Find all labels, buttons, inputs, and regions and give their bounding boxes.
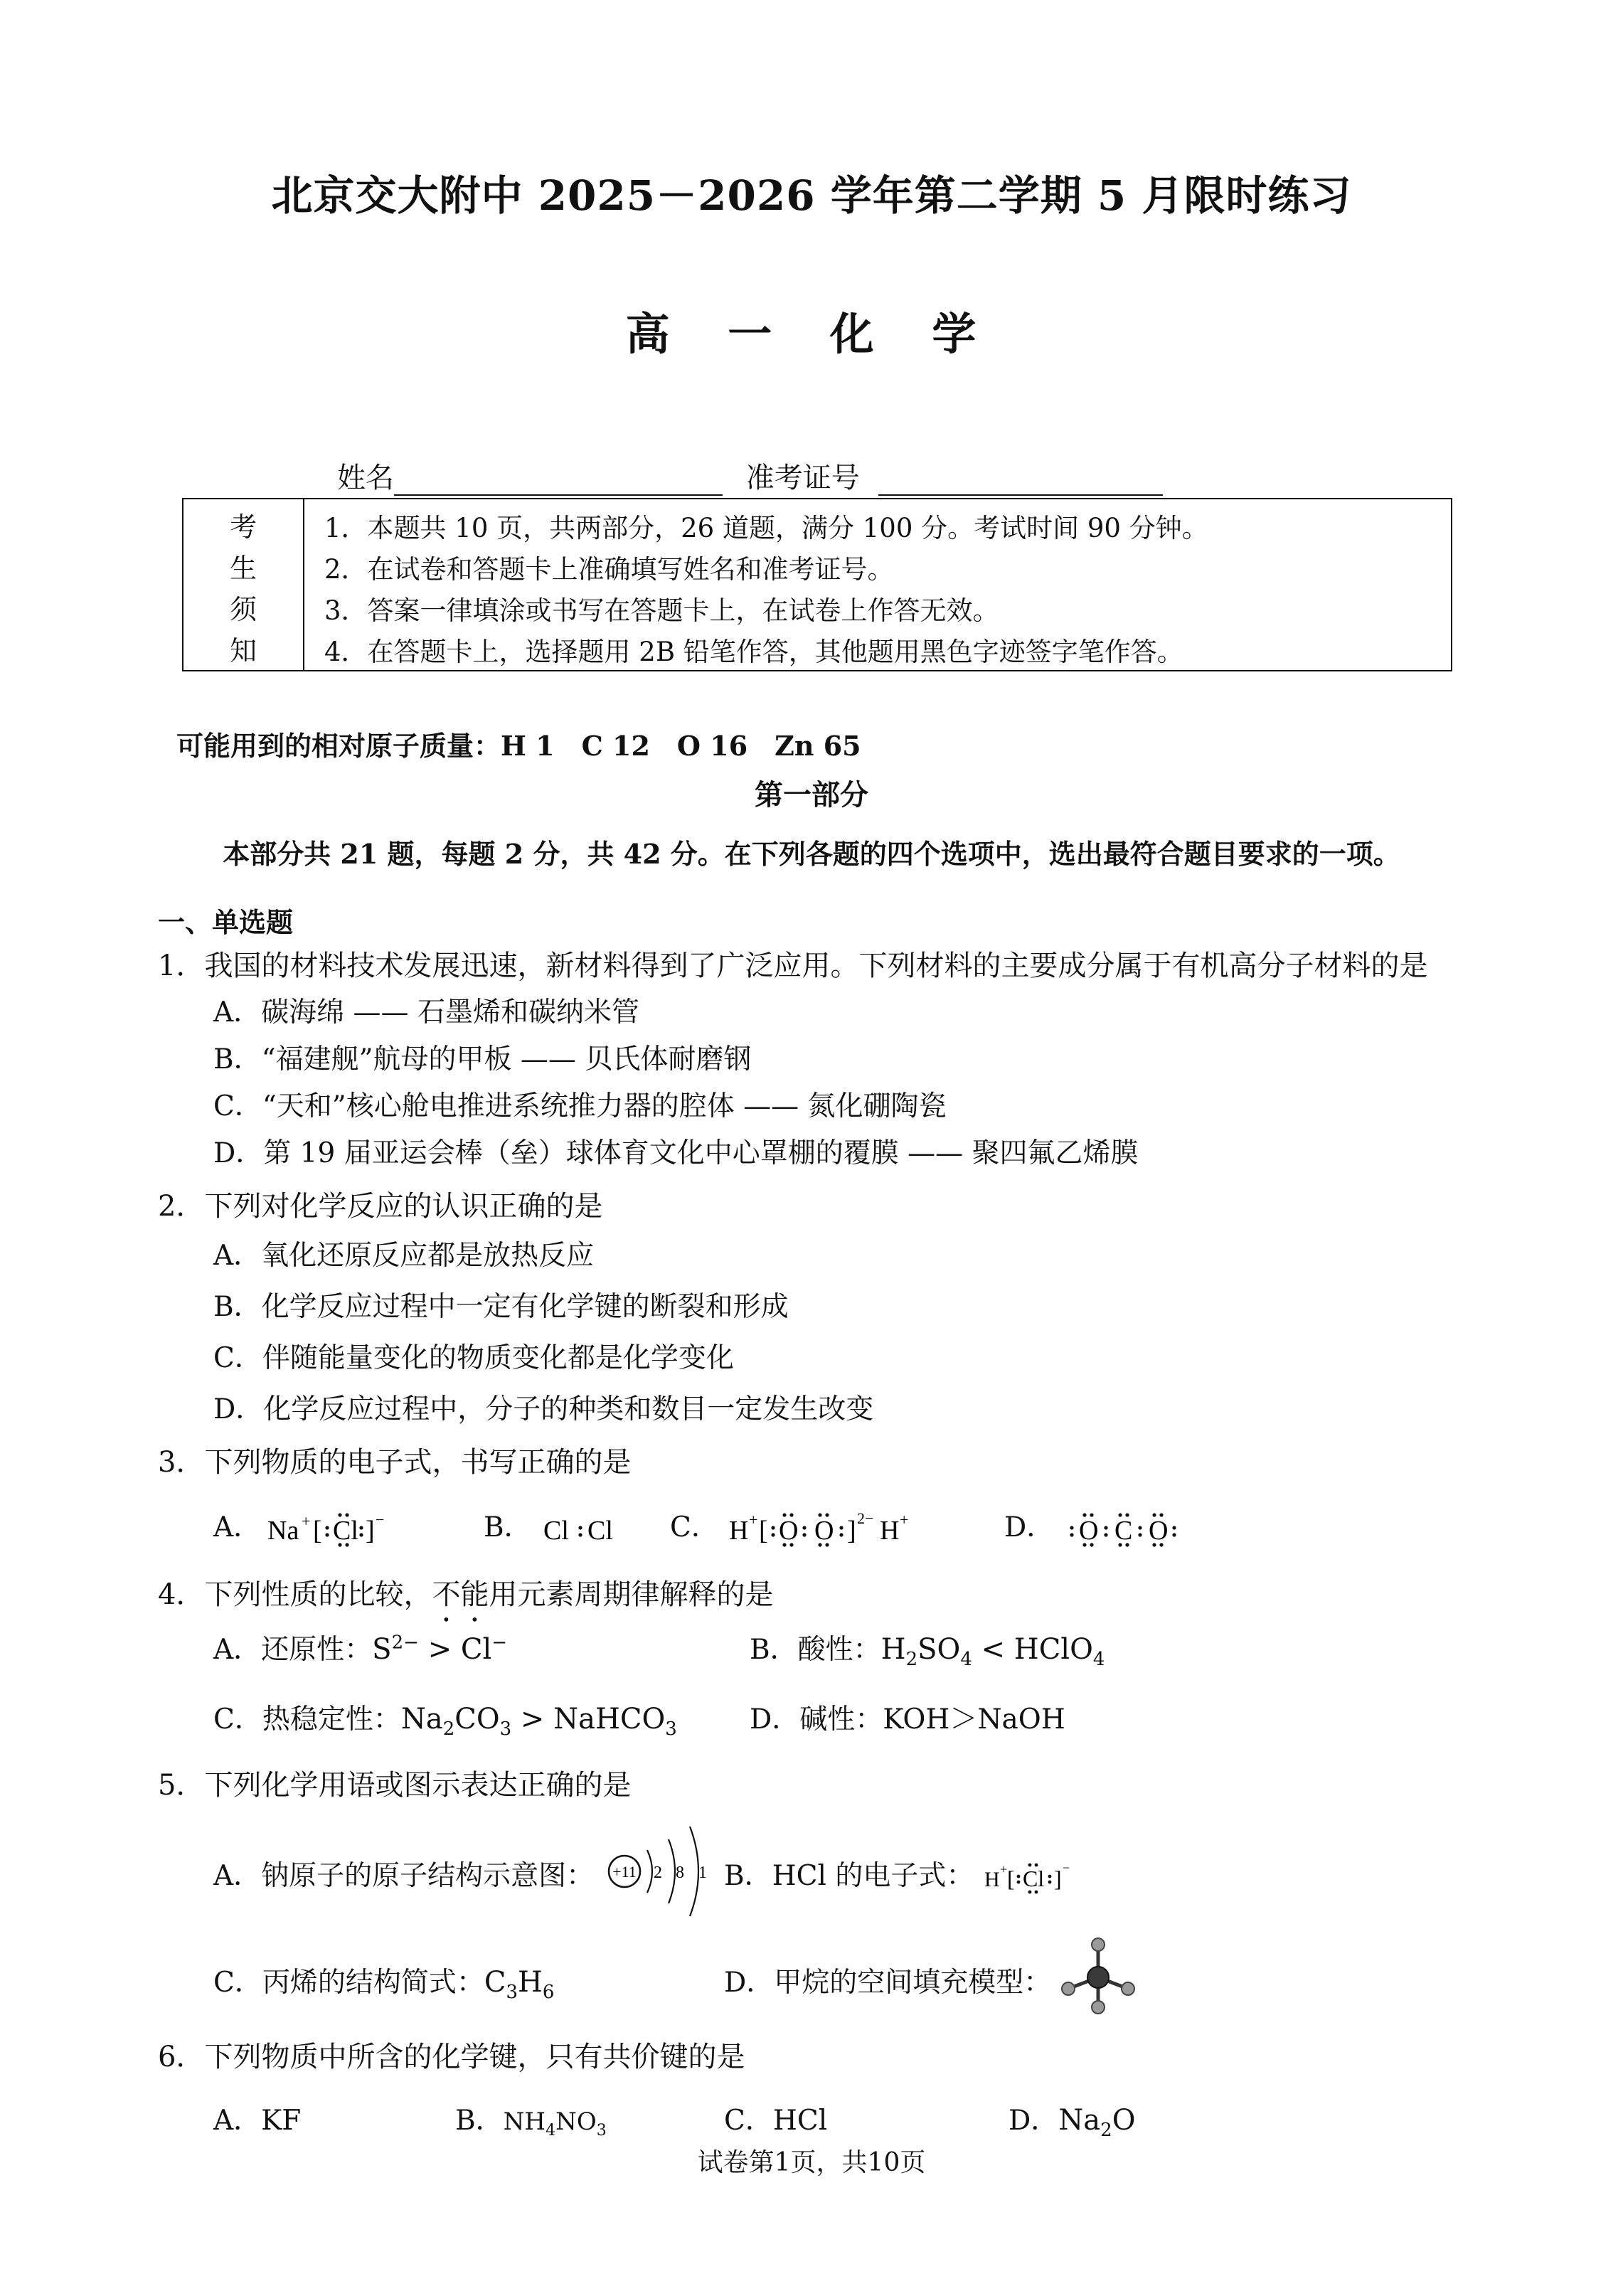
name-id-line [337,455,1163,496]
svg-text:Cl: Cl [332,1516,358,1546]
notice-rule: 2．在试卷和答题卡上准确填写姓名和准考证号。 [324,554,894,585]
svg-text:8: 8 [676,1864,684,1882]
q4-option-a [213,1627,507,1667]
svg-text:+: + [999,1862,1007,1876]
svg-text:+: + [301,1512,310,1530]
section-heading: 一、单选题 [158,906,294,938]
name-label: 姓名 [337,462,394,494]
q4-stem-pre: 4．下列性质的比较， [158,1578,432,1611]
q4-stem-emphasis: 不能 [432,1578,489,1611]
q6-d-formula: $Na_2O$ [1058,2104,1136,2141]
q5-option-c [213,1960,554,2003]
notice-side-char: 须 [229,594,257,625]
q3-option-a [213,1505,415,1551]
q3-d-electron-formula [1063,1508,1234,1551]
svg-text:]: ] [365,1516,375,1546]
id-field[interactable] [878,466,1163,496]
q5-stem: 5．下列化学用语或图示表达正确的是 [158,1769,632,1802]
q1-stem: 1．我国的材料技术发展迅速，新材料得到了广泛应用。下列材料的主要成分属于有机高分子材料的是 [158,950,1428,982]
q5-c-formula: $C_3H_6$ [484,1966,555,2003]
part-heading: 第一部分 [755,778,868,812]
svg-text:[: [ [312,1516,322,1546]
svg-text:H: H [984,1868,1000,1891]
id-label: 准考证号 [745,462,860,494]
q1-option-b: B．“福建舰”航母的甲板 —— 贝氏体耐磨钢 [213,1043,752,1075]
svg-text:+11: +11 [612,1863,637,1881]
q2-option-c: C．伴随能量变化的物质变化都是化学变化 [213,1342,734,1374]
q5-a-sodium-atom-diagram [603,1811,724,1932]
svg-text:O: O [1148,1516,1169,1546]
q4-option-b [750,1627,1105,1670]
q6-option-d-label: D． [1009,2105,1059,2137]
q1-option-d: D．第 19 届亚运会棒（垒）球体育文化中心罩棚的覆膜 —— 聚四氟乙烯膜 [213,1137,1139,1169]
svg-text:H: H [880,1516,900,1546]
q5-option-b [724,1854,1090,1898]
svg-text:2−: 2− [857,1509,874,1527]
page-footer: 试卷第1页，共10页 [697,2148,926,2177]
svg-text:C: C [1114,1516,1133,1546]
q3-stem: 3．下列物质的电子式，书写正确的是 [158,1446,632,1479]
q6-stem: 6．下列物质中所含的化学键，只有共价键的是 [158,2041,745,2073]
name-field[interactable] [394,466,723,496]
atomic-mass-line: 可能用到的相对原子质量：H 1 C 12 O 16 Zn 65 [176,730,861,762]
q4-c-formula: $Na_2CO_3$ > NaHCO$_3$ [400,1703,677,1740]
svg-text:2: 2 [654,1864,662,1882]
q5-option-a-label: A．钠原子的原子结构示意图： [213,1860,595,1892]
notice-side-char: 考 [229,511,257,543]
svg-text:−: − [375,1511,384,1529]
svg-text:−: − [1062,1861,1070,1875]
svg-text:+: + [749,1511,758,1529]
q3-a-electron-formula [266,1508,415,1551]
notice-rule: 4．在答题卡上，选择题用 2B 铅笔作答，其他题用黑色字迹签字笔作答。 [324,637,1183,667]
q4-stem-post: 用元素周期律解释的是 [489,1578,774,1611]
svg-text:O: O [779,1516,799,1546]
q3-b-electron-formula [541,1508,647,1551]
exam-subject: 高 一 化 学 [625,308,998,360]
q2-option-d: D．化学反应过程中，分子的种类和数目一定发生改变 [213,1393,874,1425]
notice-rule: 3．答案一律填涂或书写在答题卡上，在试卷上作答无效。 [324,595,999,626]
q4-stem [158,1572,773,1628]
exam-title: 北京交大附中 2025－2026 学年第二学期 5 月限时练习 [271,171,1352,220]
svg-text:Cl: Cl [543,1516,569,1546]
svg-text:O: O [814,1516,834,1546]
q5-b-hcl-electron-formula [983,1858,1090,1898]
svg-text:H: H [729,1516,749,1546]
q4-a-formula: $S^{2-} > Cl^-$ [372,1632,508,1666]
svg-text:+: + [900,1511,909,1529]
q4-option-a-label: A．还原性： [213,1634,373,1666]
q6-b-formula: $NH_4NO_3$ [503,2108,607,2140]
q6-option-c: C．HCl [724,2105,828,2137]
q4-option-b-label: B．酸性： [750,1634,881,1666]
svg-text:Cl: Cl [1022,1866,1045,1891]
exam-notice-box [182,498,1452,671]
q1-option-a: A．碳海绵 —— 石墨烯和碳纳米管 [213,996,639,1029]
q6-option-b [455,2098,607,2140]
part-instruction: 本部分共 21 题，每题 2 分，共 42 分。在下列各题的四个选项中，选出最符合题目要求的一项。 [223,838,1400,870]
svg-text:Na: Na [267,1516,299,1546]
q6-option-b-label: B． [455,2105,504,2137]
q4-option-d: D．碱性：KOH＞NaOH [750,1704,1065,1736]
q3-option-d [1004,1505,1234,1551]
q3-option-b [484,1505,647,1551]
svg-text:[: [ [1006,1866,1015,1891]
q3-c-electron-formula [728,1508,962,1551]
q5-option-b-label: B．HCl 的电子式： [724,1860,974,1892]
methane-model-icon [1055,1935,1141,2020]
notice-side-char: 生 [229,553,257,584]
q6-option-a: A．KF [213,2105,302,2137]
q1-option-c: C．“天和”核心舱电推进系统推力器的腔体 —— 氮化硼陶瓷 [213,1090,947,1122]
q6-option-d [1009,2098,1135,2141]
q2-option-b: B．化学反应过程中一定有化学键的断裂和形成 [213,1291,789,1323]
q3-option-b-label: B． [484,1511,532,1543]
q3-option-c-label: C． [670,1511,719,1543]
svg-text:]: ] [847,1516,856,1546]
q3-option-c [670,1505,962,1551]
notice-rule: 1．本题共 10 页，共两部分，26 道题，满分 100 分。考试时间 90 分钟。 [324,513,1208,543]
q5-option-c-label: C．丙烯的结构简式： [213,1967,484,1999]
q3-option-d-label: D． [1004,1511,1055,1543]
svg-text:1: 1 [698,1864,707,1882]
q4-b-formula: $H_2SO_4$ < HClO$_4$ [880,1633,1105,1670]
q2-option-a: A．氧化还原反应都是放热反应 [213,1240,595,1272]
q5-option-d-label: D．甲烷的空间填充模型： [724,1967,1052,1999]
svg-text:O: O [1078,1516,1099,1546]
notice-side-char: 知 [229,635,257,666]
q2-stem: 2．下列对化学反应的认识正确的是 [158,1190,603,1223]
q3-option-a-label: A． [213,1511,262,1543]
q4-option-c [213,1697,677,1740]
svg-text:]: ] [1053,1866,1062,1891]
svg-text:[: [ [759,1516,768,1546]
notice-side-label [183,499,304,670]
svg-text:Cl: Cl [587,1516,613,1546]
q4-option-c-label: C．热稳定性： [213,1704,401,1736]
